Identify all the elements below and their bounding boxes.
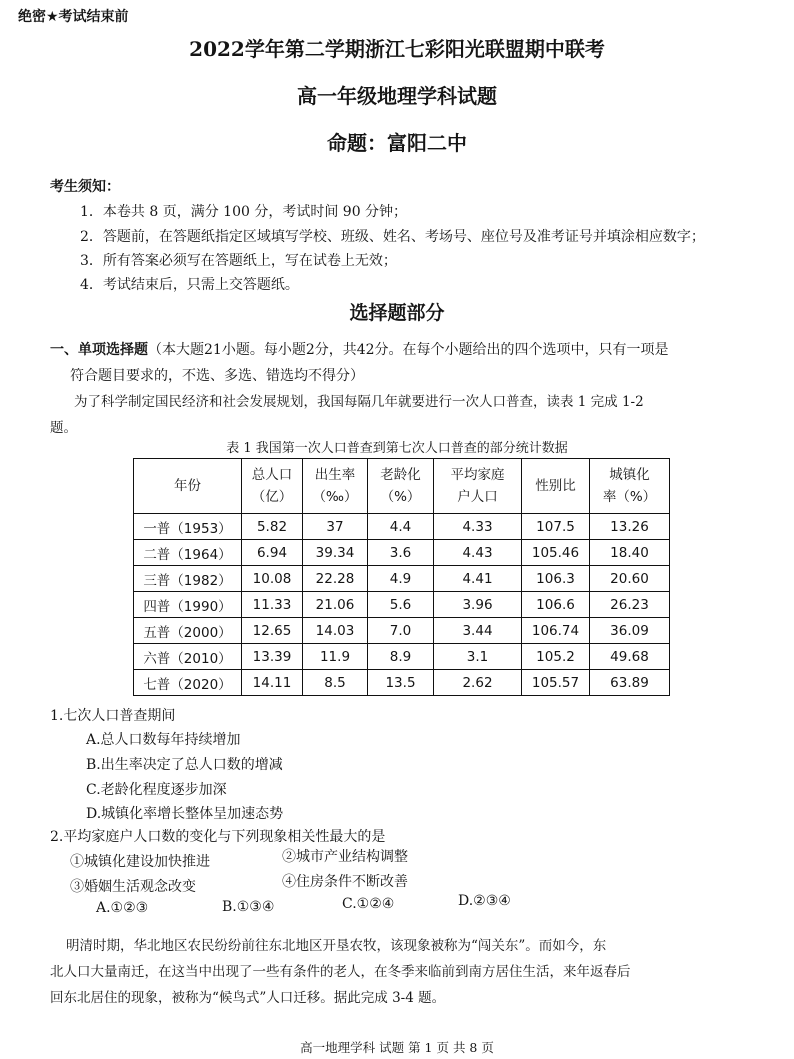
author-line: 命题：富阳二中 [327,131,467,155]
cell-urbanization: 49.68 [590,644,670,670]
table-row [134,670,670,696]
header-urbanization: 城镇化 率（%） [590,459,670,514]
q2-option-d: D.②③④ [458,893,511,909]
cell-sex-ratio: 106.3 [522,566,590,592]
passage-text: 北人口大量南迁，在这当中出现了一些有条件的老人，在冬季来临前到南方居住生活，来年返春后 [50,964,631,980]
cell-population: 14.11 [242,670,303,696]
cell-aging: 5.6 [368,592,434,618]
cell-household-size: 2.62 [434,670,522,696]
section-label: 一、单项选择题 [50,342,148,358]
cell-aging: 8.9 [368,644,434,670]
cell-year: 二普（1964） [134,540,242,566]
cell-birth-rate: 39.34 [303,540,368,566]
cell-sex-ratio: 105.46 [522,540,590,566]
census-table [133,458,670,696]
notice-item: 2．答题前，在答题纸指定区域填写学校、班级、姓名、考场号、座位号及准考证号并填涂相应数字； [80,229,705,245]
cell-sex-ratio: 105.57 [522,670,590,696]
table-header-row [134,459,670,514]
cell-year: 四普（1990） [134,592,242,618]
page-footer: 高一地理学科 试题 第 1 页 共 8 页 [300,1040,494,1055]
cell-birth-rate: 11.9 [303,644,368,670]
cell-population: 11.33 [242,592,303,618]
q1-option-d: D.城镇化率增长整体呈加速态势 [86,806,284,822]
cell-year: 六普（2010） [134,644,242,670]
cell-year: 七普（2020） [134,670,242,696]
cell-sex-ratio: 105.2 [522,644,590,670]
cell-birth-rate: 21.06 [303,592,368,618]
cell-aging: 4.4 [368,514,434,540]
section-desc: （本大题21小题。每小题2分，共42分。在每个小题给出的四个选项中，只有一项是 [148,342,669,358]
cell-birth-rate: 8.5 [303,670,368,696]
confidential-label: 绝密★考试结束前 [18,9,129,25]
cell-household-size: 4.41 [434,566,522,592]
cell-aging: 3.6 [368,540,434,566]
q1-option-a: A.总人口数每年持续增加 [86,732,241,748]
table-row [134,514,670,540]
q2-option-a: A.①②③ [96,900,149,916]
cell-year: 三普（1982） [134,566,242,592]
header-birth-rate: 出生率 （‰） [303,459,368,514]
q1-option-b: B.出生率决定了总人口数的增减 [86,757,283,773]
cell-household-size: 3.44 [434,618,522,644]
cell-household-size: 4.33 [434,514,522,540]
intro-text-cont: 题。 [50,420,77,436]
cell-birth-rate: 14.03 [303,618,368,644]
exam-title: 2022学年第二学期浙江七彩阳光联盟期中联考 [189,37,605,61]
cell-sex-ratio: 106.6 [522,592,590,618]
cell-birth-rate: 22.28 [303,566,368,592]
notice-item: 3．所有答案必须写在答题纸上，写在试卷上无效； [80,253,397,269]
header-year: 年份 [134,459,242,514]
table-caption: 表 1 我国第一次人口普查到第七次人口普查的部分统计数据 [226,441,568,456]
cell-aging: 7.0 [368,618,434,644]
cell-sex-ratio: 106.74 [522,618,590,644]
q2-option-b: B.①③④ [222,899,275,915]
table-row [134,618,670,644]
q2-stem: 2.平均家庭户人口数的变化与下列现象相关性最大的是 [50,829,386,845]
header-aging: 老龄化 （%） [368,459,434,514]
q2-item: ③婚姻生活观念改变 [70,879,196,895]
subject-title: 高一年级地理学科试题 [297,84,497,108]
header-population: 总人口 （亿） [242,459,303,514]
table-row [134,644,670,670]
cell-aging: 13.5 [368,670,434,696]
notice-item: 1．本卷共 8 页，满分 100 分，考试时间 90 分钟； [80,204,408,220]
table-row [134,540,670,566]
cell-year: 五普（2000） [134,618,242,644]
section-desc-cont: 符合题目要求的，不选、多选、错选均不得分） [70,368,364,384]
cell-urbanization: 20.60 [590,566,670,592]
cell-aging: 4.9 [368,566,434,592]
header-sex-ratio: 性别比 [522,459,590,514]
cell-population: 10.08 [242,566,303,592]
cell-urbanization: 63.89 [590,670,670,696]
cell-sex-ratio: 107.5 [522,514,590,540]
cell-urbanization: 36.09 [590,618,670,644]
header-household-size: 平均家庭 户人口 [434,459,522,514]
cell-population: 6.94 [242,540,303,566]
cell-population: 12.65 [242,618,303,644]
q1-stem: 1.七次人口普查期间 [50,708,176,724]
q1-option-c: C.老龄化程度逐步加深 [86,782,227,798]
cell-population: 5.82 [242,514,303,540]
cell-urbanization: 13.26 [590,514,670,540]
intro-text: 为了科学制定国民经济和社会发展规划，我国每隔几年就要进行一次人口普查，读表 1 完成 1-2 [74,394,644,410]
table-row [134,566,670,592]
cell-year: 一普（1953） [134,514,242,540]
notice-item: 4．考试结束后，只需上交答题纸。 [80,277,299,293]
section-heading [50,339,669,359]
cell-household-size: 4.43 [434,540,522,566]
passage-text: 回东北居住的现象，被称为“候鸟式”人口迁移。据此完成 3-4 题。 [50,990,446,1006]
cell-population: 13.39 [242,644,303,670]
cell-urbanization: 18.40 [590,540,670,566]
q2-item: ②城市产业结构调整 [282,849,408,865]
notice-heading: 考生须知： [50,179,120,195]
q2-item: ④住房条件不断改善 [282,874,408,890]
cell-household-size: 3.1 [434,644,522,670]
q2-item: ①城镇化建设加快推进 [70,854,210,870]
q2-option-c: C.①②④ [342,896,395,912]
part-title: 选择题部分 [349,302,445,324]
cell-household-size: 3.96 [434,592,522,618]
cell-birth-rate: 37 [303,514,368,540]
passage-text: 明清时期，华北地区农民纷纷前往东北地区开垦农牧，该现象被称为“闯关东”。而如今，东 [66,938,607,954]
table-row [134,592,670,618]
cell-urbanization: 26.23 [590,592,670,618]
